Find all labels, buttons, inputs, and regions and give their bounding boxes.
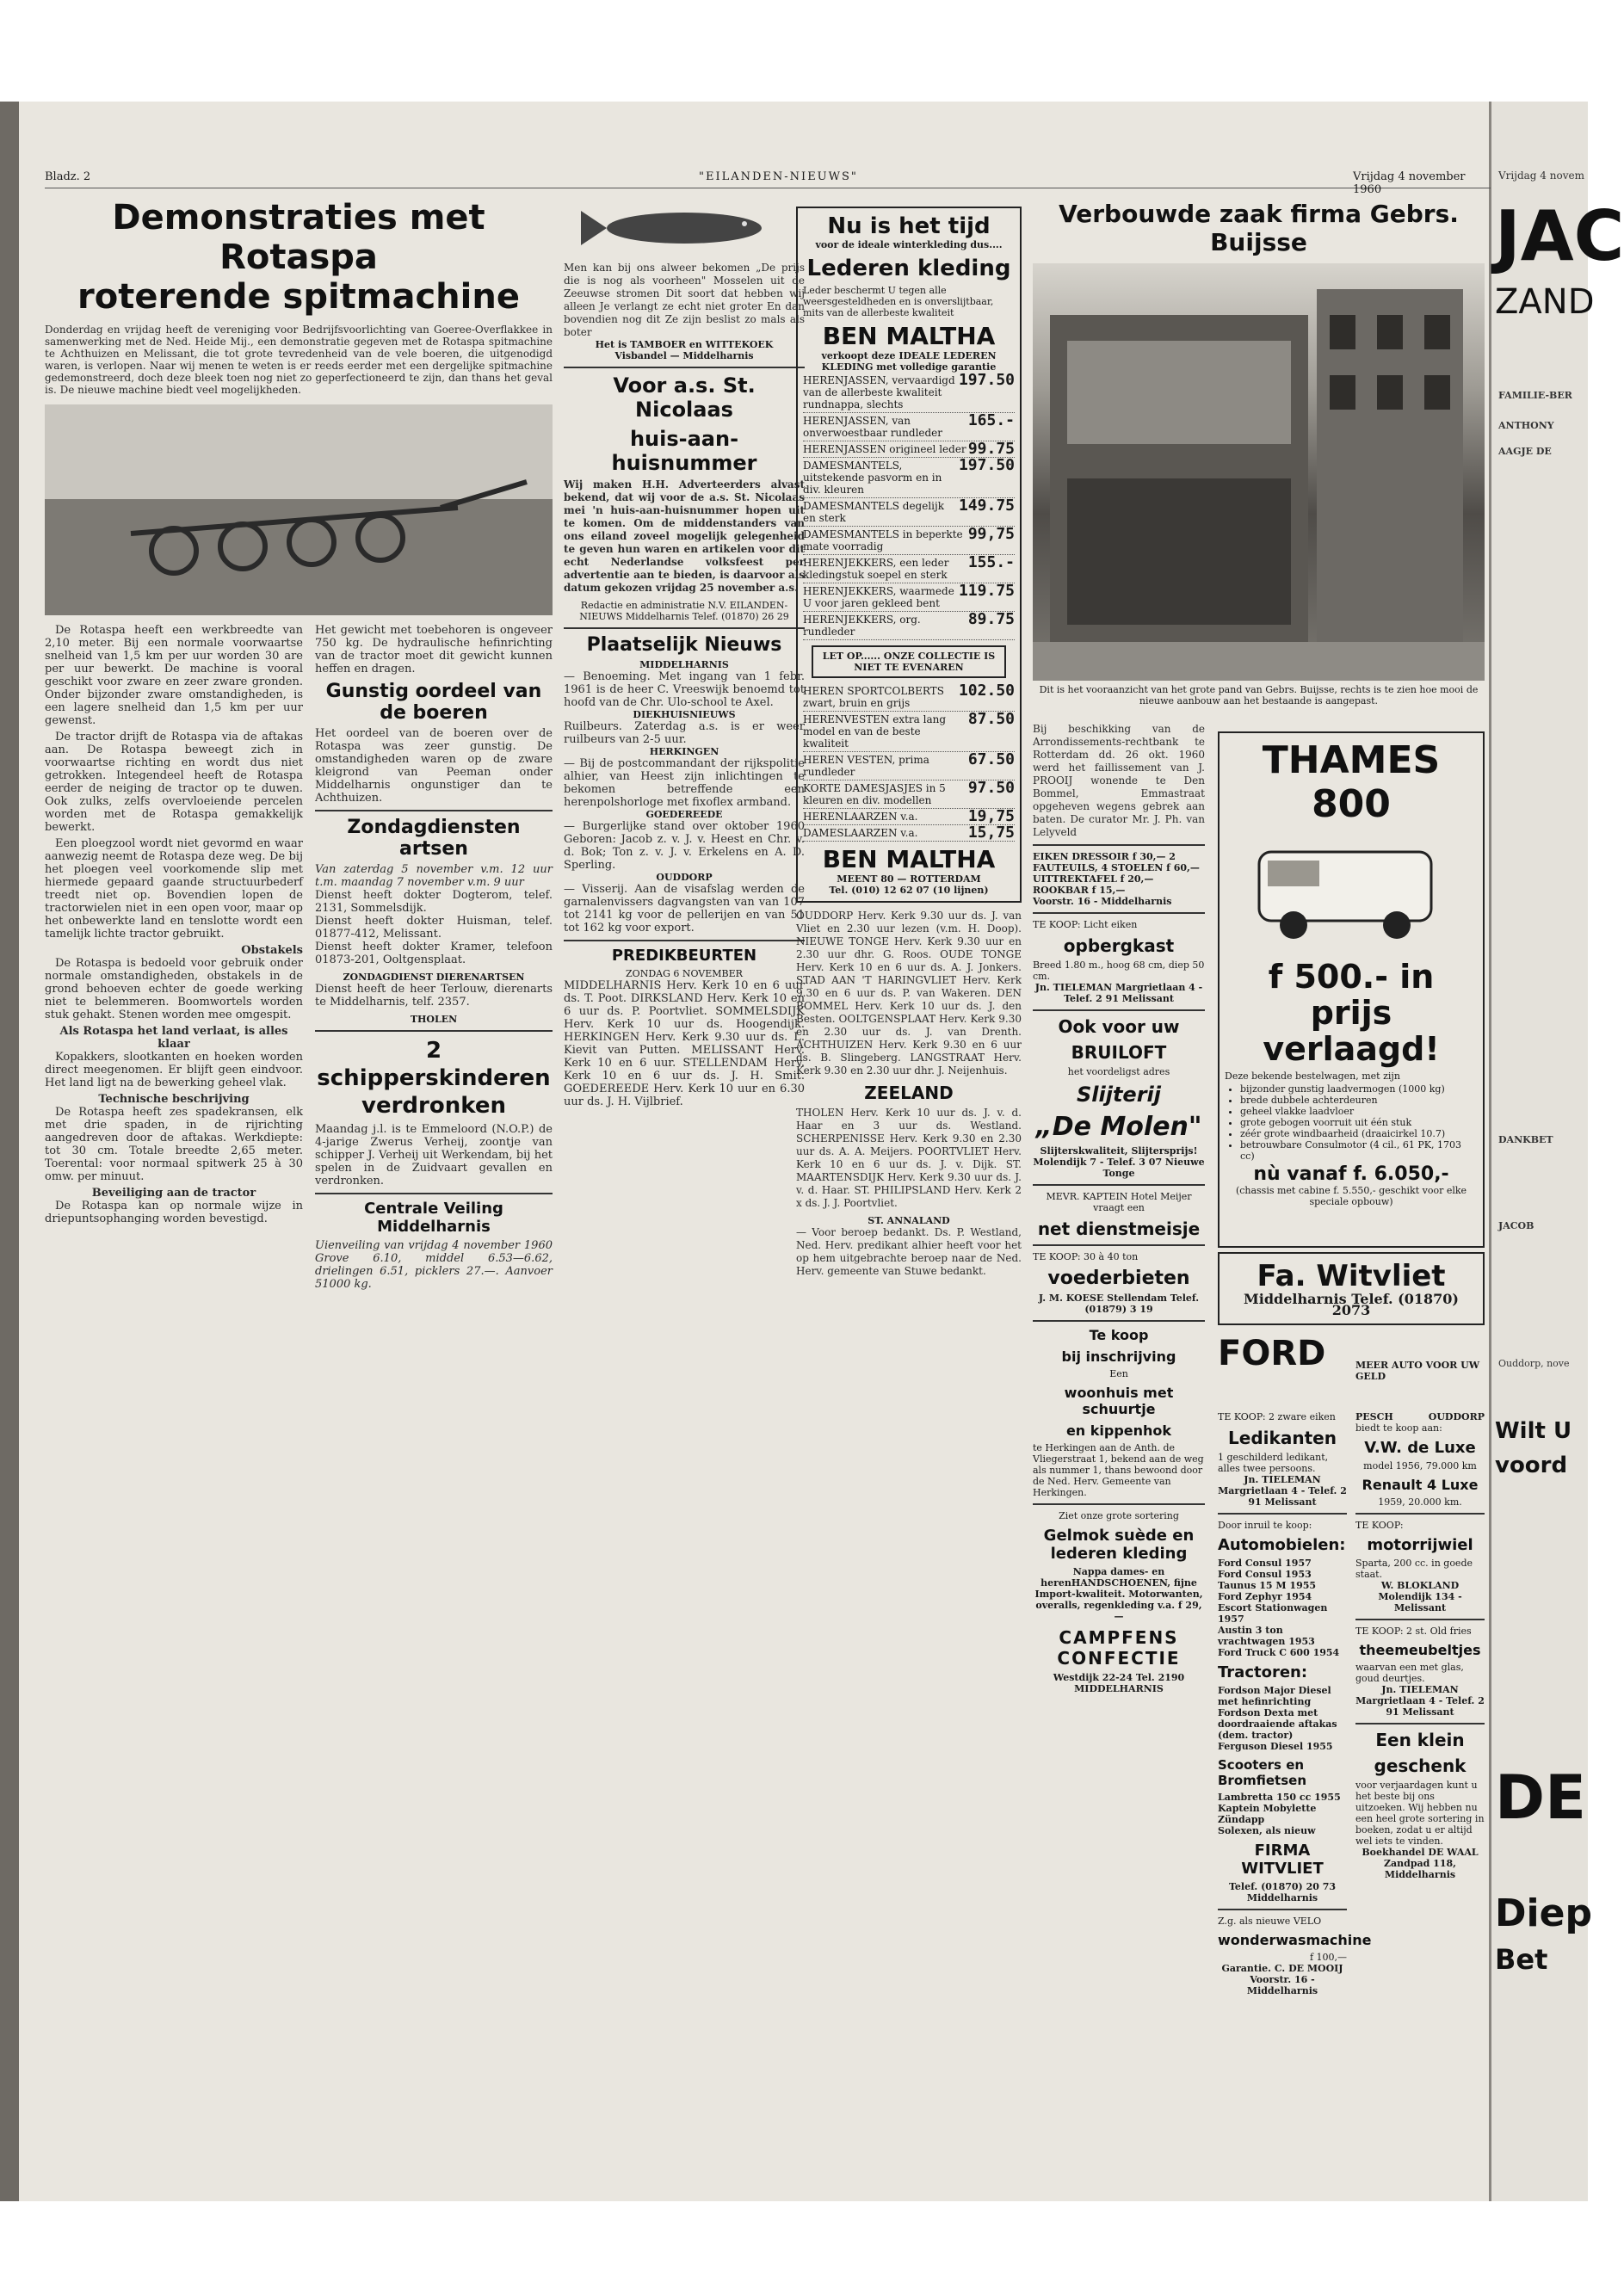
theemeubeltjes-body: waarvan een met glas, goud deurtjes.: [1355, 1662, 1464, 1684]
subhead-beveiliging: Beveiliging aan de tractor: [91, 1187, 256, 1200]
pesch-heading: PESCH: [1355, 1411, 1393, 1422]
maltha-logo-2: BEN MALTHA: [822, 845, 996, 873]
sint-signature: Redactie en administratie N.V. EILANDEN-NIEUWS Middelharnis Telef. (01870) 26 29: [579, 600, 789, 622]
subhead-obstakels: Obstakels: [241, 944, 303, 957]
item-price: 99.75: [967, 440, 1015, 458]
thames-feature: • zéér grote windbaarheid (draaicirkel 10.7): [1240, 1128, 1478, 1139]
price-row: [803, 712, 1015, 752]
zondagdiensten-headline: Zondagdiensten artsen: [347, 817, 521, 860]
classifieds-column: [1033, 723, 1205, 2194]
witvliet-name: Fa. Witvliet: [1257, 1259, 1446, 1293]
price-row: [803, 825, 1015, 842]
building-photo: [1033, 263, 1485, 681]
article-column-a: [45, 624, 303, 1291]
klein-body: voor verjaardagen kunt u het beste bij ons uitzoeken. Wij hebben nu een heel grote sortering in boeken, zodat u er altijd wel iets te vinden.: [1355, 1780, 1485, 1847]
renault-title: Renault 4 Luxe: [1362, 1477, 1479, 1493]
auto-item: Ford Truck C 600 1954: [1218, 1647, 1340, 1658]
item-price: 102.50: [958, 682, 1015, 700]
paragraph-ploegzool: Een ploegzool wordt niet gevormd en waar aanwezig neemt de Rotaspa deze weg. De bij het ploegen veel voorkomende slip met hiermede gepaard gaande structuurbederf treedt niet op. Bovendien lopen de tractorwielen niet in een open voor, maar op het onbewerkte land en tenslotte wordt een tamelijk lichte tractor gebruikt.: [45, 837, 303, 941]
scooter-item: Lambretta 150 cc 1955: [1218, 1792, 1341, 1803]
thames-price: f 500.- in prijs verlaagd!: [1263, 958, 1440, 1068]
tractoren-title: Tractoren:: [1218, 1663, 1308, 1681]
mooij-address: Garantie. C. DE MOOIJ Voorstr. 16 - Middelharnis: [1221, 1963, 1343, 1996]
item-price: 87.50: [967, 710, 1015, 728]
item-price: 119.75: [958, 582, 1015, 600]
next-page-bet: Bet: [1495, 1943, 1548, 1976]
thames-subtitle: Deze bekende bestelwagen, met zijn: [1225, 1070, 1400, 1082]
next-page-date: Vrijdag 4 novem: [1498, 170, 1584, 182]
ad-leather-title: Lederen kleding: [806, 256, 1011, 281]
sint-subheadline: huis-aan-huisnummer: [611, 427, 757, 475]
next-page-wilt: Wilt U: [1495, 1418, 1572, 1444]
item-price: 97.50: [967, 779, 1015, 797]
price-row: [803, 413, 1015, 441]
item-label: HERENJEKKERS, org. rundleder: [803, 614, 921, 638]
item-label: DAMESMANTELS in beperkte mate voorradig: [803, 528, 963, 552]
theemeubel-pre: TE KOOP: 2 st. Old fries: [1355, 1626, 1472, 1637]
price-row: [803, 780, 1015, 809]
subhead-technisch: Technische beschrijving: [98, 1093, 250, 1106]
motor-pre: TE KOOP:: [1355, 1520, 1404, 1531]
item-label: HERENJASSEN, van onverwoestbaar rundleder: [803, 415, 943, 439]
klein-line2: geschenk: [1374, 1755, 1467, 1776]
page-number: Bladz. 2: [45, 170, 91, 183]
auto-item: Austin 3 ton vrachtwagen 1953: [1218, 1625, 1315, 1647]
molen-address: Molendijk 7 - Telef. 3 07 Nieuwe Tonge: [1033, 1157, 1205, 1179]
auto-ads-column: [1218, 1411, 1372, 2194]
weight-paragraph: Het gewicht met toebehoren is ongeveer 750 kg. De hydraulische hefinrichting van de tractor moet dit gewicht kunnen heffen en dragen.: [315, 624, 553, 676]
firma-witvliet: FIRMA WITVLIET: [1241, 1842, 1324, 1878]
paragraph-beveiliging: De Rotaspa kan op normale wijze in driepuntsophanging worden bevestigd.: [45, 1200, 303, 1225]
price-row: [803, 612, 1015, 640]
plaatselijk-headline: Plaatselijk Nieuws: [586, 634, 782, 656]
thames-feature: • geheel vlakke laadvloer: [1240, 1106, 1478, 1117]
item-price: 89.75: [967, 610, 1015, 628]
tractor-item: Ferguson Diesel 1955: [1218, 1741, 1333, 1752]
rotaspa-article: [45, 198, 553, 2194]
herkingen-news: — Bij de postcommandant der rijkspolitie alhier, van Heest zijn inlichtingen te bekomen betreffende een herenpolshorloge met fixoflex armband.: [564, 757, 805, 809]
bruiloft-line1: Ook voor uw: [1058, 1016, 1180, 1037]
tieleman2-address: Jn. TIELEMAN Margrietlaan 4 - Telef. 2 91 Melissant: [1218, 1474, 1347, 1508]
next-page-de: DE: [1495, 1762, 1586, 1833]
article-column-b: [315, 624, 553, 1291]
tractor-item: Fordson Major Diesel met hefinrichting: [1218, 1685, 1331, 1707]
next-page-name: ANTHONY: [1498, 420, 1554, 431]
gelmok-pre: Ziet onze grote sortering: [1059, 1510, 1179, 1521]
diekhuis-news: Ruilbeurs. Zaterdag a.s. is er weer ruilbeurs van 2-5 uur.: [564, 720, 805, 746]
next-page-dankbetuiging: DANKBET: [1498, 1134, 1553, 1145]
kaptein-ad: MEVR. KAPTEIN Hotel Meijer vraagt een: [1046, 1191, 1192, 1213]
next-page-family: FAMILIE-BER: [1498, 390, 1572, 401]
machine-illustration: [45, 404, 553, 615]
tractor-item: Fordson Dexta met doordraaiende aftakas (dem. tractor): [1218, 1707, 1337, 1741]
thames-from-price: nù vanaf f. 6.050,-: [1253, 1163, 1449, 1185]
campfens-logo: CAMPFENS CONFECTIE: [1057, 1627, 1181, 1669]
buijsse-headline: Verbouwde zaak firma Gebrs. Buijsse: [1059, 200, 1459, 256]
voederbieten-pre: TE KOOP: 30 à 40 ton: [1033, 1251, 1139, 1262]
voederbieten-address: J. M. KOESE Stellendam Telef. (01879) 3 19: [1038, 1293, 1200, 1315]
item-price: 19,75: [967, 807, 1015, 825]
predikbeurten-list: MIDDELHARNIS Herv. Kerk 10 en 6 uur ds. T. Poot. DIRKSLAND Herv. Kerk 10 en 6 uur ds. P. Poortvliet. SOMMELSDIJK Herv. Kerk 10 uur ds. Hoogendijk. HERKINGEN Herv. Kerk 9.30 uur ds. L. Kievit van Putten. MELISSANT Herv. Kerk 10 en 6 uur. STELLENDAM Herv. Kerk 10 en 6 uur ds. J. H. Smit. GOEDEREEDE Herv. Kerk 10 uur en 6.30 uur ds. J. H. Vijlbrief.: [564, 979, 805, 1108]
item-price: 99,75: [967, 525, 1015, 543]
buijsse-caption: Dit is het vooraanzicht van het grote pand van Gebrs. Buijsse, rechts is te zien hoe mooi de nieuwe aanbouw aan het bestaande is aangepast.: [1039, 684, 1479, 706]
inschrijving-line2: bij inschrijving: [1061, 1348, 1176, 1365]
herkingen-heading: HERKINGEN: [649, 746, 719, 757]
thames-feature: • betrouwbare Consulmotor (4 cil., 61 PK, 1703 cc): [1240, 1139, 1478, 1162]
article-subheadline: roterende spitmachine: [77, 277, 520, 317]
next-page-jacob: JACOB: [1498, 1220, 1534, 1231]
item-label: HERENLAARZEN v.a.: [803, 811, 918, 823]
veiling-body: Uienveiling van vrijdag 4 november 1960 Grove 6.10, middel 6.53—6.62, drielingen 6.51, picklers 27.—. Aanvoer 51000 kg.: [315, 1239, 553, 1291]
veiling-headline: Centrale Veiling Middelharnis: [364, 1200, 503, 1236]
ouddorp-heading: OUDDORP: [656, 872, 713, 883]
paragraph-workwidth: De Rotaspa heeft een werkbreedte van 2,10 meter. Bij een normale voorwaartse snelheid van 1,5 km per uur worden 30 are per uur bewerkt. De machine is vooral geschikt voor zware en zeer zware gronden. Onder bijzonder zware omstandigheden, is een lagere snelheid dan 1,5 km per uur gewenst.: [45, 624, 303, 727]
ford-ad: [1218, 1334, 1485, 1403]
rotaspa-photo: [45, 404, 553, 615]
paragraph-technisch: De Rotaspa heeft zes spadekransen, elk met drie spaden, in de rijrichting aangedreven door de aftakas. Werkdiepte: tot 30 cm. Totale breedte 2,65 meter. Toerental: voor normaal spitwerk 25 à 30 omw. per minuut.: [45, 1106, 303, 1183]
gunstig-body: Het oordeel van de boeren over de Rotaspa was zeer gunstig. De omstandigheden waren op de zware kleigrond van Peeman onder Middelharnis ongunstiger dan te Achthuizen.: [315, 727, 553, 805]
middle-column: [564, 198, 805, 2194]
next-page-subheadline: ZAND: [1495, 282, 1595, 322]
inschrijving-line4: woonhuis met schuurtje: [1064, 1385, 1174, 1417]
item-label: HERENJEKKERS, een leder kledingstuk soepel en sterk: [803, 557, 949, 581]
price-row: [803, 373, 1015, 413]
ad-title: Nu is het tijd: [827, 213, 991, 239]
automobielen-list: [1218, 1558, 1347, 1658]
item-label: DAMESMANTELS degelijk en sterk: [803, 500, 945, 524]
price-list: [803, 373, 1015, 640]
tractoren-list: [1218, 1685, 1347, 1752]
thames-feature: • grote gebogen voorruit uit één stuk: [1240, 1117, 1478, 1128]
subhead-alles-klaar: Als Rotaspa het land verlaat, is alles klaar: [59, 1025, 288, 1051]
velo-pre: Z.g. als nieuwe VELO: [1218, 1916, 1322, 1927]
witvliet-address: Middelharnis Telef. (01870) 2073: [1244, 1291, 1459, 1318]
price-row: [803, 583, 1015, 612]
auto-item: Ford Consul 1957: [1218, 1558, 1312, 1569]
opbergkast-title: opbergkast: [1063, 935, 1175, 956]
scooters-list: [1218, 1792, 1347, 1836]
motorrijwiel-body: Sparta, 200 cc. in goede staat.: [1355, 1558, 1473, 1580]
blokland-address: W. BLOKLAND Molendijk 134 - Melissant: [1378, 1580, 1462, 1613]
opbergkast-body: Breed 1.80 m., hoog 68 cm, diep 50 cm.: [1033, 959, 1205, 982]
ford-logo: FORD: [1218, 1334, 1326, 1373]
renault-body: 1959, 20.000 km.: [1378, 1496, 1462, 1508]
letop-box: LET OP...... ONZE COLLECTIE IS NIET TE EVENAREN: [812, 645, 1006, 678]
auto-item: Ford Consul 1953: [1218, 1569, 1312, 1580]
vw-body: model 1956, 79.000 km: [1363, 1460, 1477, 1472]
maltha-phone: Tel. (010) 12 62 07 (10 lijnen): [829, 885, 989, 896]
witvliet-ad: [1218, 1252, 1485, 1325]
gelmok-body: Nappa dames- en herenHANDSCHOENEN, fijne Import-kwaliteit. Motorwanten, overalls, regenkleding v.a. f 29,—: [1034, 1566, 1203, 1622]
firma-phone: Telef. (01870) 20 73 Middelharnis: [1228, 1881, 1337, 1903]
price-row: [803, 498, 1015, 527]
item-label: HERENJASSEN, vervaardigd van de allerbeste kwaliteit rundnappa, slechts: [803, 374, 955, 410]
ben-maltha-ad: [796, 207, 1022, 903]
sint-body: Wij maken H.H. Adverteerders alvast bekend, dat wij voor de a.s. St. Nicolaas mei 'n huis-aan-huisnummer hopen uit te komen. Om de middenstanders van ons eiland zoveel mogelijk gelegenheid te geven hun waren en artikelen voor dit echt Nederlandse volksfeest per advertentie aan te bieden, is daarvoor als datum gekozen vrijdag 25 november a.s.: [564, 478, 805, 594]
buijsse-feature: [1033, 200, 1485, 716]
paragraph-drive: De tractor drijft de Rotaspa via de aftakas aan. De Rotaspa beweegt zich in voorwaartse richting en wordt dus niet getrokken. Integendeel heeft de Rotaspa eerder de neiging de tractor op te duwen. Ook zulks, zelfs overvloeiende percelen worden met de Rotaspa gemakkelijk bewerkt.: [45, 731, 303, 834]
schipperskinderen-body: Maandag j.l. is te Emmeloord (N.O.P.) de 4-jarige Zwerus Verheij, zoontje van schipper J. Verheij uit Werkendam, bij het spelen in de Zuidvaart gevallen en verdronken.: [315, 1123, 553, 1188]
ford-tagline: MEER AUTO VOOR UW GELD: [1355, 1360, 1480, 1382]
leather-ad-column: [796, 207, 1022, 2194]
ad-leather-body: Leder beschermt U tegen alle weersgesteldheden en is onverslijtbaar, mits van de allerbeste kwaliteit: [803, 285, 994, 318]
tieleman3-address: Jn. TIELEMAN Margrietlaan 4 - Telef. 2 91 Melissant: [1355, 1684, 1485, 1718]
ledikanten-body: 1 geschilderd ledikant, alles twee persoons.: [1218, 1452, 1329, 1474]
bruiloft-line2: BRUILOFT: [1071, 1042, 1167, 1063]
article-intro: Donderdag en vrijdag heeft de vereniging voor Bedrijfsvoorlichting van Goeree-Overflakkee in samenwerking met de Ned. Heide Mij., een demonstratie gegeven met de Rotaspa spitmachine te Achthuizen en Melissant, die tot grote tevredenheid van de vele boeren, die uitgenodigd waren, is verlopen. Naar wij menen te weten is er reeds eerder met een dergelijke spitmachine gedemonstreerd, doch deze bleek toen nog niet zo geperfectioneerd te zijn, dan thans het geval is. De nieuwe machine biedt veel mogelijkheden.: [45, 324, 553, 396]
poem-address: Visbandel — Middelharnis: [614, 350, 754, 361]
automobielen-title: Automobielen:: [1218, 1536, 1346, 1554]
gelmok-title: Gelmok suède en lederen kleding: [1043, 1527, 1195, 1563]
maltha-guarantee: verkoopt deze IDEALE LEDEREN KLEDING met volledige garantie: [821, 350, 997, 373]
ouddorp-news: — Visserij. Aan de visafslag werden de garnalenvissers dagvangsten van van 107 tot 2141 kg voor de pellerijen en van 51 tot 162 kg voor export.: [564, 883, 805, 935]
scooters-title: Scooters en Bromfietsen: [1218, 1757, 1307, 1788]
molen-slogan: Slijterskwaliteit, Slijtersprijs!: [1040, 1145, 1198, 1157]
annaland-heading: ST. ANNALAND: [868, 1215, 950, 1226]
middelharnis-news: — Benoeming. Met ingang van 1 febr. 1961 is de heer C. Vreeswijk benoemd tot hoofd van de Chr. Ulo-school te Axel.: [564, 670, 805, 709]
meubel-address: Voorstr. 16 - Middelharnis: [1033, 896, 1172, 907]
zondagdienst-dirksland: Dienst heeft dokter Huisman, telef. 01877-412, Melissant.: [315, 915, 553, 941]
item-label: HERENVESTEN extra lang model en van de beste kwaliteit: [803, 713, 947, 750]
predikbeurten-headline: PREDIKBEURTEN: [611, 947, 757, 965]
mosselen-poem: Men kan bij ons alweer bekomen „De prijs die is nog als voorheen" Mosselen uit de Zeeuwse stromen Dit soort dat hebben wij alleen Je verlangt ze echt niet groter En dan bovendien nog dit Ze zijn beslist zo mals als boter: [564, 262, 805, 338]
fish-icon: [564, 198, 805, 258]
auto-item: Ford Zephyr 1954: [1218, 1591, 1312, 1602]
price-list-2: [803, 683, 1015, 842]
ouddorp-heading-ad: OUDDORP: [1428, 1411, 1485, 1422]
page-header: [45, 169, 1491, 196]
tholen-heading: THOLEN: [410, 1014, 458, 1025]
next-page-voord: voord: [1495, 1453, 1568, 1478]
schipperskinderen-headline: 2 schipperskinderen verdronken: [317, 1038, 551, 1119]
adjacent-page-strip: [1489, 102, 1624, 2201]
paragraph-alles-klaar: Kopakkers, slootkanten en hoeken worden direct meegenomen. Er blijft geen eindvoor. Het land ligt na de bewerking geheel vlak.: [45, 1051, 303, 1089]
inschrijving-line3: Een: [1109, 1368, 1128, 1379]
item-label: DAMESMANTELS, uitstekende pasvorm en in div. kleuren: [803, 460, 942, 496]
theemeubeltjes-title: theemeubeltjes: [1359, 1642, 1481, 1658]
faillissement-notice: Bij beschikking van de Arrondissements-rechtbank te Rotterdam dd. 26 okt. 1960 werd het faillissement van J. PROOIJ wonende te Den Bommel, Emmastraat opgeheven wegens gebrek aan baten. De curator Mr. J. Ph. van Lelyveld: [1033, 723, 1205, 838]
zeeland-services: THOLEN Herv. Kerk 10 uur ds. J. v. d. Haar en 3 uur ds. Westland. SCHERPENISSE Herv. Kerk 9.30 en 2.30 uur ds. A. A. Meijers. POORTVLIET Herv. Kerk 10 en 6 uur ds. J. v. Dijk. ST. MAARTENSDIJK Herv. Kerk 9.30 uur ds. J. v. d. Haar. ST. PHILIPSLAND Herv. Kerk 2 x ds. J. J. Poortvliet.: [796, 1107, 1022, 1209]
dewaal-address: Boekhandel DE WAAL Zandpad 118, Middelharnis: [1362, 1847, 1479, 1880]
inschrijving-line5: en kippenhok: [1065, 1422, 1172, 1439]
dienstmeisje-title: net dienstmeisje: [1037, 1219, 1201, 1239]
zondagdiensten-period: Van zaterdag 5 november v.m. 12 uur t.m. maandag 7 november v.m. 9 uur: [315, 863, 553, 889]
poem-signature: Het is TAMBOER en WITTEKOEK: [595, 339, 774, 350]
auto-pre: Door inruil te koop:: [1218, 1520, 1312, 1531]
slijterij-title: Slijterij: [1076, 1083, 1161, 1107]
scooter-item: Kaptein Mobylette Zündapp: [1218, 1803, 1317, 1825]
klein-line1: Een klein: [1375, 1730, 1465, 1750]
zeeland-heading: ZEELAND: [864, 1083, 954, 1103]
wonderwasmachine-price: f 100,—: [1309, 1952, 1347, 1963]
tieleman-address: Jn. TIELEMAN Margrietlaan 4 - Telef. 2 91 Melissant: [1034, 982, 1203, 1004]
item-price: 149.75: [958, 497, 1015, 515]
wonderwasmachine-title: wonderwasmachine: [1218, 1932, 1372, 1948]
paragraph-obstakels: De Rotaspa is bedoeld voor gebruik onder normale omstandigheden, obstakels in de grond behoeven echter de goede werking niet te belemmeren. Boomwortels worden stuk gehakt. Stenen worden mee omgespit.: [45, 957, 303, 1021]
item-price: 197.50: [958, 371, 1015, 389]
church-services: OUDDORP Herv. Kerk 9.30 uur ds. J. van Vliet en 2.30 uur lezen (v.m. H. Doop). NIEUWE TONGE Herv. Kerk 9.30 uur en 2.30 uur dhr. G. Roos. OUDE TONGE Herv. Kerk 10 en 6 uur ds. A. J. Jonkers. STAD AAN 'T HARINGVLIET Herv. Kerk 9.30 en 6 uur ds. P. van Wakeren. DEN BOMMEL Herv. Kerk 10 uur ds. J. den Besten. OOLTGENSPLAAT Herv. Kerk 9.30 en 2.30 uur ds. J. van Drenth. ACHTHUIZEN Herv. Kerk 9.30 en 6 uur ds. B. Slingeberg. LANGSTRAAT Herv. Kerk 9.30 en 2.30 uur dhr. J. Neijenhuis.: [796, 910, 1022, 1077]
price-row: [803, 458, 1015, 498]
item-label: HEREN SPORTCOLBERTS zwart, bruin en grijs: [803, 685, 944, 709]
inschrijving-line1: Te koop: [1089, 1327, 1149, 1343]
item-price: 67.50: [967, 750, 1015, 768]
motorrijwiel-title: motorrijwiel: [1367, 1536, 1473, 1554]
next-page-diep: Diep: [1495, 1891, 1592, 1935]
auto-item: Escort Stationwagen 1957: [1218, 1602, 1328, 1625]
thames-chassis: (chassis met cabine f. 5.550,- geschikt voor elke speciale opbouw): [1235, 1185, 1467, 1207]
vw-title: V.W. de Luxe: [1364, 1439, 1476, 1457]
issue-date: Vrijdag 4 november 1960: [1353, 170, 1466, 196]
thames-feature: • brede dubbele achterdeuren: [1240, 1095, 1478, 1106]
scooter-item: Solexen, als nieuw: [1218, 1825, 1316, 1836]
item-label: HERENJEKKERS, waarmede U voor jaren gekleed bent: [803, 585, 954, 609]
next-page-name2: AAGJE DE: [1498, 446, 1552, 457]
item-price: 155.-: [967, 553, 1015, 571]
page-binding: [0, 102, 19, 2201]
price-row: [803, 527, 1015, 555]
buijsse-photo: [1033, 263, 1485, 681]
newspaper-name: "EILANDEN-NIEUWS": [699, 170, 858, 183]
voederbieten-title: voederbieten: [1047, 1268, 1190, 1289]
middelharnis-heading: MIDDELHARNIS: [639, 659, 729, 670]
de-molen-title: „De Molen": [1035, 1112, 1202, 1142]
item-label: HERENJASSEN origineel leder: [803, 443, 966, 455]
maltha-address: MEENT 80 — ROTTERDAM: [837, 873, 981, 885]
next-page-ouddorp: Ouddorp, nove: [1498, 1358, 1570, 1369]
diekhuis-heading: DIEKHUISNIEUWS: [633, 709, 736, 720]
auto-item: Taunus 15 M 1955: [1218, 1580, 1317, 1591]
goedereede-news: — Burgerlijke stand over oktober 1960 Geboren: Jacob z. v. J. v. Heest en Chr. v. d. Bok; Ton z. v. J. v. Erkelens en A. D. Sperling.: [564, 820, 805, 872]
ledikanten-title: Ledikanten: [1228, 1428, 1337, 1448]
item-price: 15,75: [967, 824, 1015, 842]
item-price: 197.50: [958, 456, 1015, 474]
car-sale-column: [1355, 1411, 1485, 2194]
inschrijving-body: te Herkingen aan de Anth. de Vliegerstraat 1, bekend aan de weg als nummer 1, thans bewoond door de Ned. Herv. Gemeente van Herkingen.: [1033, 1442, 1204, 1498]
meubel-ad: EIKEN DRESSOIR f 30,— 2 FAUTEUILS, 4 STOELEN f 60,— UITTREKTAFEL f 20,— ROOKBAR f 15,—: [1033, 851, 1200, 896]
ad-subtitle: voor de ideale winterkleding dus....: [815, 239, 1003, 250]
thames-feature: • bijzonder gunstig laadvermogen (1000 kg): [1240, 1083, 1478, 1095]
annaland-news: — Voor beroep bedankt. Ds. P. Westland, Ned. Herv. predikant alhier heeft voor het op hem uitgebrachte beroep naar de Ned. Herv. gemeente van Stuwe bedankt.: [796, 1226, 1022, 1277]
thames-ad: [1218, 731, 1485, 1248]
pesch-body: biedt te koop aan:: [1355, 1422, 1442, 1434]
ledikanten-pre: TE KOOP: 2 zware eiken: [1218, 1411, 1336, 1422]
zondagdienst-sommelsdijk: Dienst heeft dokter Dogterom, telef. 2131, Sommelsdijk.: [315, 889, 553, 915]
next-page-headline: JAC: [1495, 196, 1624, 276]
van-illustration: [1225, 826, 1474, 955]
goedereede-heading: GOEDEREEDE: [645, 809, 723, 820]
gunstig-headline: Gunstig oordeel van de boeren: [325, 681, 542, 724]
predikbeurten-date: ZONDAG 6 NOVEMBER: [626, 968, 743, 979]
opbergkast-pre: TE KOOP: Licht eiken: [1033, 919, 1138, 930]
thames-title: THAMES 800: [1262, 738, 1441, 826]
item-price: 165.-: [967, 411, 1015, 429]
dierenartsen-heading: ZONDAGDIENST DIERENARTSEN: [343, 972, 525, 983]
item-label: KORTE DAMESJASJES in 5 kleuren en div. modellen: [803, 782, 946, 806]
item-label: HEREN VESTEN, prima rundleder: [803, 754, 929, 778]
zondagdienst-oost: Dienst heeft dokter Kramer, telefoon 01873-201, Ooltgensplaat.: [315, 941, 553, 966]
price-row: [803, 683, 1015, 712]
dierenartsen-body: Dienst heeft de heer Terlouw, dierenarts te Middelharnis, telf. 2357.: [315, 983, 553, 1009]
price-row: [803, 752, 1015, 780]
price-row: [803, 555, 1015, 583]
item-label: DAMESLAARZEN v.a.: [803, 827, 918, 839]
campfens-address: Westdijk 22-24 Tel. 2190 MIDDELHARNIS: [1053, 1672, 1185, 1694]
thames-features: [1225, 1083, 1478, 1162]
sint-headline: Voor a.s. St. Nicolaas: [613, 373, 756, 422]
maltha-logo: BEN MALTHA: [822, 322, 996, 350]
bruiloft-line3: het voordeligst adres: [1067, 1066, 1170, 1077]
article-headline: Demonstraties met Rotaspa: [112, 198, 485, 277]
